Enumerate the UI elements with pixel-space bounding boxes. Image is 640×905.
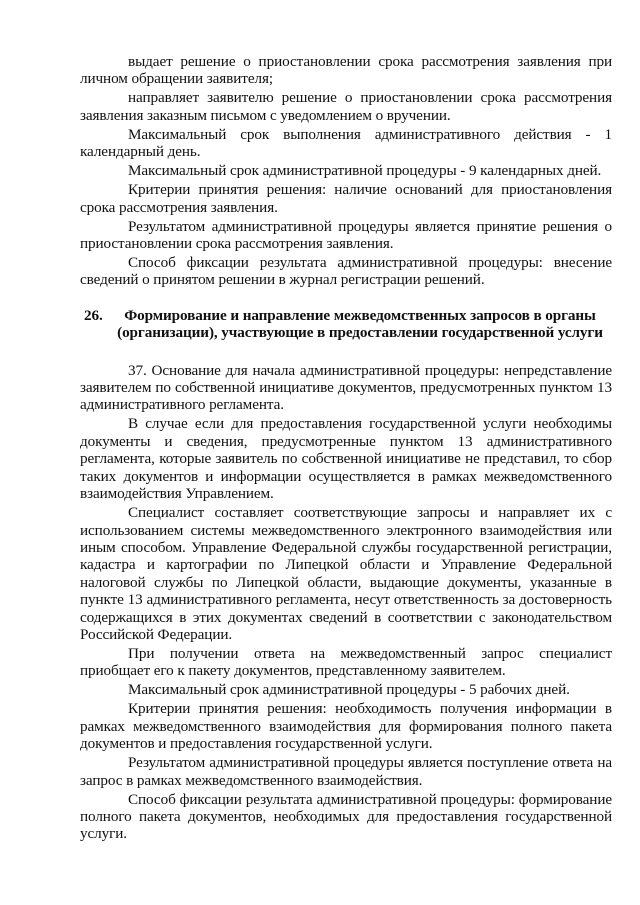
paragraph: При получении ответа на межведомственный запрос специалист приобщает его к пакету документов, представленному заявителем.: [80, 644, 612, 680]
section-title: Формирование и направление межведомственных запросов в органы (организации), участвующие в предоставлении государственной услуги: [117, 306, 603, 342]
paragraph: Способ фиксации результата административной процедуры: формирование полного пакета документов, необходимых для предоставления государственной услуги.: [80, 790, 612, 843]
paragraph: 37. Основание для начала административной процедуры: непредставление заявителем по собственной инициативе документов, предусмотренных пунктом 13 административного регламента.: [80, 361, 612, 414]
paragraph: Критерии принятия решения: наличие оснований для приостановления срока рассмотрения заявления.: [80, 181, 612, 216]
document-body: [80, 53, 612, 844]
paragraph: Максимальный срок административной процедуры - 5 рабочих дней.: [128, 681, 570, 699]
section-heading: [80, 307, 612, 342]
paragraph: Максимальный срок выполнения административного действия - 1 календарный день.: [80, 125, 612, 161]
paragraph: В случае если для предоставления государственной услуги необходимы документы и сведения, предусмотренные пунктом 13 административного регламента, которые заявитель по собственной инициативе не представил, то сбор таких документов и информации осуществляется в рамках межведомственного взаимодействия Управлением.: [80, 415, 612, 503]
paragraph: направляет заявителю решение о приостановлении срока рассмотрения заявления заказным письмом с уведомлением о вручении.: [80, 89, 612, 124]
paragraph: Результатом административной процедуры является принятие решения о приостановлении срока рассмотрения заявления.: [80, 217, 612, 253]
paragraph: Результатом административной процедуры является поступление ответа на запрос в рамках межведомственного взаимодействия.: [80, 754, 612, 789]
section-number: 26.: [84, 306, 103, 324]
paragraph: Способ фиксации результата административной процедуры: внесение сведений о принятом решении в журнал регистрации решений.: [80, 254, 612, 289]
paragraph: Максимальный срок административной процедуры - 9 календарных дней.: [128, 162, 602, 180]
paragraph: Специалист составляет соответствующие запросы и направляет их с использованием системы межведомственного электронного взаимодействия или иным способом. Управление Федеральной службы государственной регистрации, кадастра и картографии по Липецкой области и Управление Федеральной налоговой службы по Липецкой области, выдающие документы, указанные в пункте 13 административного регламента, несут ответственность за достоверность содержащихся в этих документах сведений в соответствии с законодательством Российской Федерации.: [80, 504, 612, 643]
paragraph: Критерии принятия решения: необходимость получения информации в рамках межведомственного взаимодействия для формирования полного пакета документов и предоставления государственной услуги.: [80, 700, 612, 753]
paragraph: выдает решение о приостановлении срока рассмотрения заявления при личном обращении заявителя;: [80, 53, 612, 88]
